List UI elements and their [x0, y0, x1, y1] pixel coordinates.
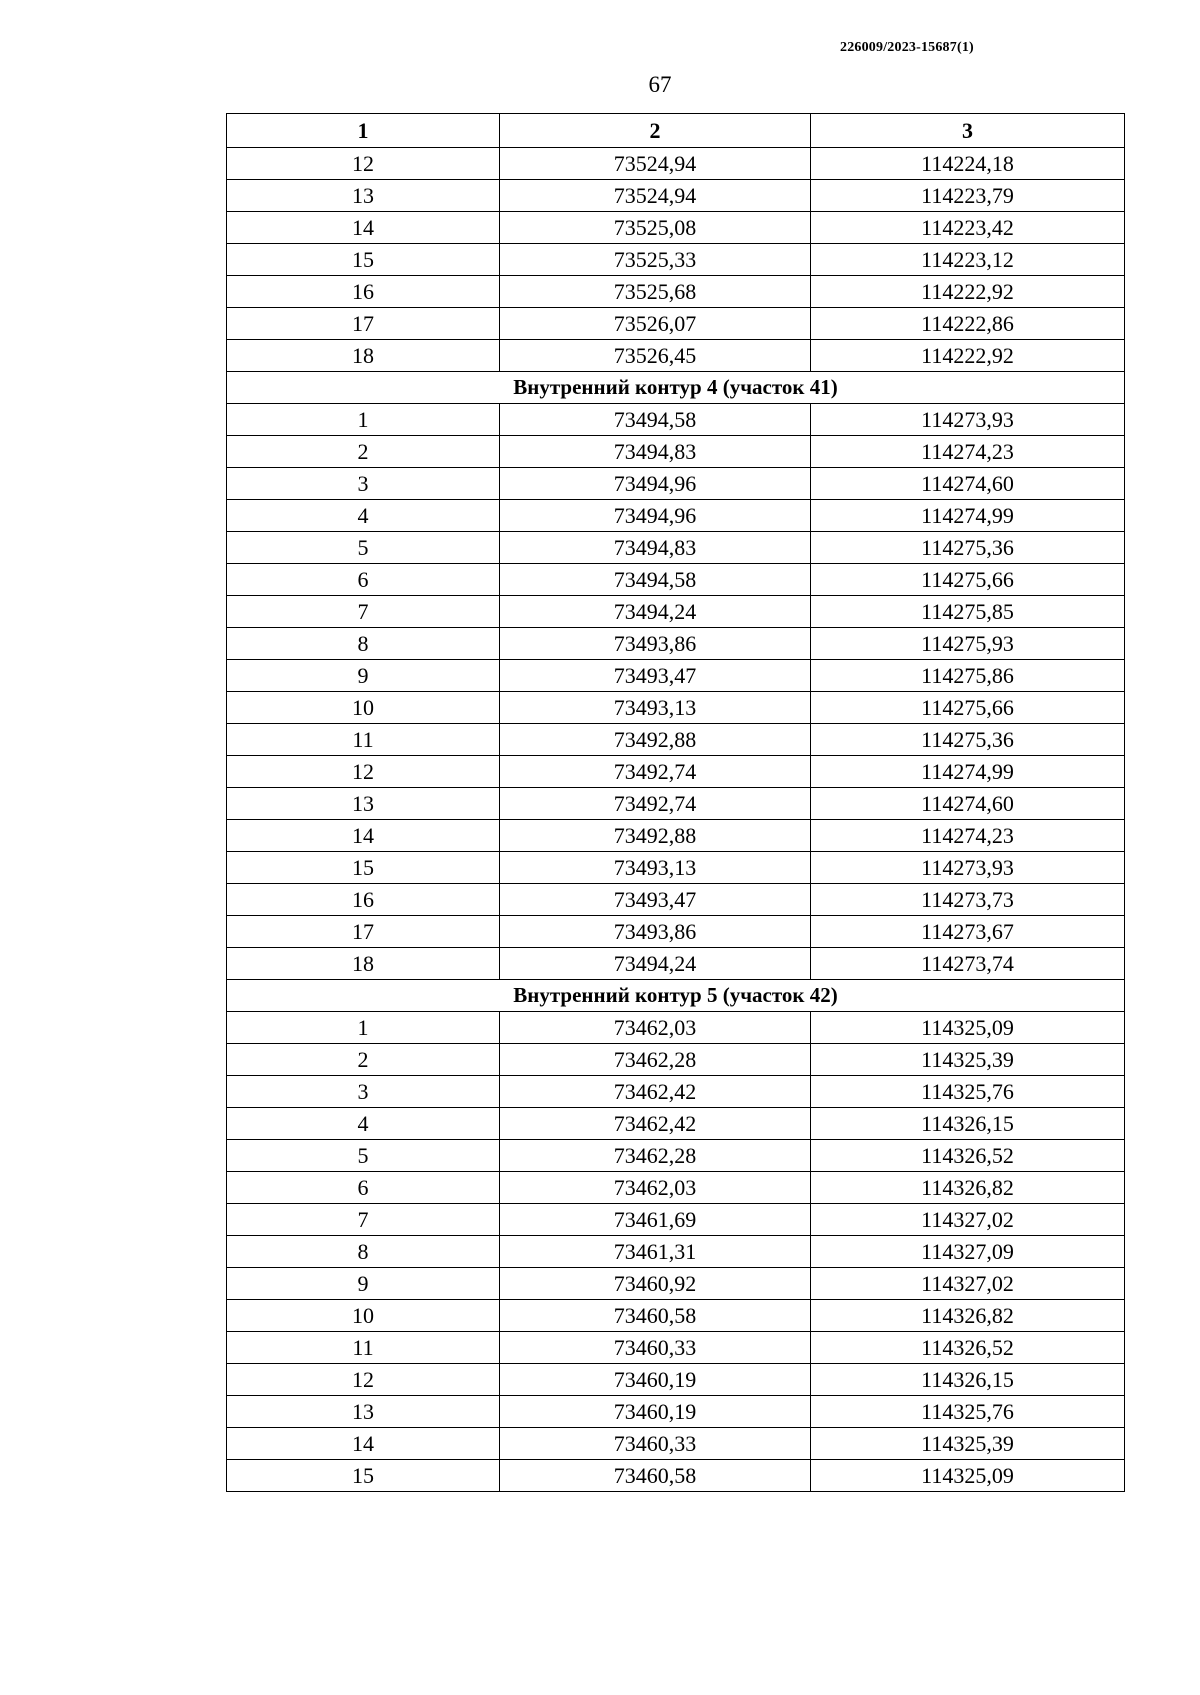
cell-coordinate-y: 114326,15 — [811, 1108, 1125, 1140]
section-header-row — [227, 372, 1125, 404]
cell-point-number: 14 — [227, 1428, 500, 1460]
cell-coordinate-x: 73526,07 — [500, 308, 811, 340]
table-header-row — [227, 114, 1125, 148]
cell-coordinate-x: 73461,31 — [500, 1236, 811, 1268]
column-header-x: 2 — [500, 114, 811, 148]
cell-coordinate-y: 114274,23 — [811, 820, 1125, 852]
cell-coordinate-x: 73460,19 — [500, 1396, 811, 1428]
table-row — [227, 308, 1125, 340]
table-row — [227, 1428, 1125, 1460]
cell-point-number: 9 — [227, 660, 500, 692]
cell-coordinate-x: 73526,45 — [500, 340, 811, 372]
cell-coordinate-y: 114222,86 — [811, 308, 1125, 340]
table-row — [227, 1236, 1125, 1268]
table-body — [227, 148, 1125, 1492]
cell-point-number: 15 — [227, 1460, 500, 1492]
cell-coordinate-x: 73460,92 — [500, 1268, 811, 1300]
page-number: 67 — [648, 72, 672, 97]
cell-point-number: 11 — [227, 724, 500, 756]
cell-point-number: 3 — [227, 468, 500, 500]
table-row — [227, 1364, 1125, 1396]
table-row — [227, 948, 1125, 980]
cell-point-number: 5 — [227, 532, 500, 564]
cell-point-number: 6 — [227, 564, 500, 596]
cell-coordinate-x: 73462,42 — [500, 1076, 811, 1108]
cell-point-number: 14 — [227, 820, 500, 852]
table-row — [227, 404, 1125, 436]
cell-coordinate-x: 73493,13 — [500, 852, 811, 884]
cell-coordinate-x: 73493,47 — [500, 884, 811, 916]
cell-coordinate-y: 114273,67 — [811, 916, 1125, 948]
table-row — [227, 1012, 1125, 1044]
cell-point-number: 10 — [227, 692, 500, 724]
cell-coordinate-y: 114223,12 — [811, 244, 1125, 276]
cell-coordinate-y: 114222,92 — [811, 276, 1125, 308]
cell-coordinate-x: 73492,74 — [500, 788, 811, 820]
section-title: Внутренний контур 5 (участок 42) — [227, 980, 1125, 1012]
cell-point-number: 15 — [227, 852, 500, 884]
table-row — [227, 628, 1125, 660]
cell-coordinate-y: 114325,76 — [811, 1076, 1125, 1108]
table-row — [227, 244, 1125, 276]
cell-point-number: 12 — [227, 756, 500, 788]
section-header-row — [227, 980, 1125, 1012]
cell-coordinate-y: 114274,99 — [811, 756, 1125, 788]
cell-coordinate-y: 114326,15 — [811, 1364, 1125, 1396]
cell-coordinate-y: 114325,09 — [811, 1460, 1125, 1492]
cell-coordinate-x: 73494,83 — [500, 436, 811, 468]
document-id: 226009/2023-15687(1) — [840, 40, 974, 55]
table-row — [227, 820, 1125, 852]
cell-point-number: 7 — [227, 596, 500, 628]
cell-coordinate-x: 73494,83 — [500, 532, 811, 564]
cell-coordinate-y: 114326,82 — [811, 1172, 1125, 1204]
cell-coordinate-x: 73492,88 — [500, 820, 811, 852]
table-row — [227, 212, 1125, 244]
cell-point-number: 9 — [227, 1268, 500, 1300]
cell-point-number: 11 — [227, 1332, 500, 1364]
cell-coordinate-y: 114327,09 — [811, 1236, 1125, 1268]
cell-coordinate-x: 73460,19 — [500, 1364, 811, 1396]
table-row — [227, 1268, 1125, 1300]
table-row — [227, 660, 1125, 692]
cell-coordinate-x: 73524,94 — [500, 180, 811, 212]
table-row — [227, 788, 1125, 820]
cell-coordinate-y: 114325,09 — [811, 1012, 1125, 1044]
cell-coordinate-x: 73460,58 — [500, 1300, 811, 1332]
cell-coordinate-x: 73462,03 — [500, 1012, 811, 1044]
cell-coordinate-x: 73462,42 — [500, 1108, 811, 1140]
cell-coordinate-y: 114325,76 — [811, 1396, 1125, 1428]
table-row — [227, 532, 1125, 564]
table-row — [227, 180, 1125, 212]
cell-coordinate-x: 73524,94 — [500, 148, 811, 180]
table-row — [227, 436, 1125, 468]
table-row — [227, 1460, 1125, 1492]
table-row — [227, 852, 1125, 884]
column-header-number: 1 — [227, 114, 500, 148]
table-row — [227, 1140, 1125, 1172]
cell-coordinate-y: 114275,85 — [811, 596, 1125, 628]
cell-coordinate-x: 73461,69 — [500, 1204, 811, 1236]
cell-coordinate-x: 73494,58 — [500, 564, 811, 596]
table-row — [227, 276, 1125, 308]
cell-point-number: 12 — [227, 1364, 500, 1396]
cell-point-number: 14 — [227, 212, 500, 244]
cell-point-number: 16 — [227, 884, 500, 916]
cell-point-number: 1 — [227, 404, 500, 436]
table-row — [227, 1076, 1125, 1108]
cell-point-number: 1 — [227, 1012, 500, 1044]
table-row — [227, 500, 1125, 532]
cell-coordinate-x: 73460,58 — [500, 1460, 811, 1492]
table-row — [227, 916, 1125, 948]
cell-point-number: 8 — [227, 628, 500, 660]
cell-coordinate-y: 114275,93 — [811, 628, 1125, 660]
cell-coordinate-y: 114273,74 — [811, 948, 1125, 980]
cell-coordinate-x: 73460,33 — [500, 1332, 811, 1364]
cell-point-number: 2 — [227, 1044, 500, 1076]
cell-coordinate-y: 114274,99 — [811, 500, 1125, 532]
cell-point-number: 7 — [227, 1204, 500, 1236]
table-row — [227, 756, 1125, 788]
table-row — [227, 1044, 1125, 1076]
cell-coordinate-y: 114275,36 — [811, 724, 1125, 756]
cell-coordinate-x: 73494,58 — [500, 404, 811, 436]
cell-coordinate-x: 73493,13 — [500, 692, 811, 724]
cell-coordinate-y: 114223,79 — [811, 180, 1125, 212]
table-row — [227, 1172, 1125, 1204]
cell-coordinate-y: 114273,93 — [811, 404, 1125, 436]
table-row — [227, 468, 1125, 500]
table-row — [227, 1300, 1125, 1332]
cell-coordinate-y: 114273,73 — [811, 884, 1125, 916]
cell-coordinate-y: 114274,60 — [811, 468, 1125, 500]
cell-point-number: 4 — [227, 500, 500, 532]
cell-coordinate-y: 114274,23 — [811, 436, 1125, 468]
cell-coordinate-x: 73462,28 — [500, 1044, 811, 1076]
cell-coordinate-y: 114327,02 — [811, 1268, 1125, 1300]
table-row — [227, 884, 1125, 916]
cell-point-number: 13 — [227, 1396, 500, 1428]
cell-coordinate-y: 114275,66 — [811, 564, 1125, 596]
cell-point-number: 12 — [227, 148, 500, 180]
cell-coordinate-y: 114275,36 — [811, 532, 1125, 564]
cell-coordinate-x: 73462,03 — [500, 1172, 811, 1204]
cell-coordinate-x: 73462,28 — [500, 1140, 811, 1172]
cell-coordinate-y: 114224,18 — [811, 148, 1125, 180]
cell-point-number: 15 — [227, 244, 500, 276]
cell-coordinate-x: 73493,86 — [500, 916, 811, 948]
cell-coordinate-x: 73494,96 — [500, 500, 811, 532]
cell-coordinate-x: 73460,33 — [500, 1428, 811, 1460]
table-row — [227, 564, 1125, 596]
cell-point-number: 18 — [227, 948, 500, 980]
cell-coordinate-y: 114273,93 — [811, 852, 1125, 884]
cell-point-number: 3 — [227, 1076, 500, 1108]
cell-point-number: 17 — [227, 916, 500, 948]
cell-coordinate-x: 73525,68 — [500, 276, 811, 308]
cell-coordinate-y: 114275,66 — [811, 692, 1125, 724]
table-row — [227, 1204, 1125, 1236]
cell-coordinate-x: 73492,88 — [500, 724, 811, 756]
cell-point-number: 13 — [227, 788, 500, 820]
cell-coordinate-y: 114325,39 — [811, 1428, 1125, 1460]
table-row — [227, 596, 1125, 628]
cell-coordinate-x: 73494,96 — [500, 468, 811, 500]
cell-coordinate-y: 114274,60 — [811, 788, 1125, 820]
table-row — [227, 148, 1125, 180]
cell-coordinate-y: 114326,82 — [811, 1300, 1125, 1332]
cell-point-number: 8 — [227, 1236, 500, 1268]
cell-point-number: 17 — [227, 308, 500, 340]
table-row — [227, 1396, 1125, 1428]
coordinates-table — [226, 113, 1125, 1492]
cell-point-number: 13 — [227, 180, 500, 212]
cell-coordinate-x: 73492,74 — [500, 756, 811, 788]
cell-coordinate-x: 73493,86 — [500, 628, 811, 660]
cell-point-number: 10 — [227, 1300, 500, 1332]
cell-point-number: 4 — [227, 1108, 500, 1140]
cell-coordinate-y: 114326,52 — [811, 1332, 1125, 1364]
table-row — [227, 692, 1125, 724]
cell-coordinate-x: 73493,47 — [500, 660, 811, 692]
cell-coordinate-y: 114326,52 — [811, 1140, 1125, 1172]
cell-coordinate-x: 73525,08 — [500, 212, 811, 244]
cell-coordinate-x: 73494,24 — [500, 948, 811, 980]
cell-coordinate-y: 114222,92 — [811, 340, 1125, 372]
table-row — [227, 1108, 1125, 1140]
table-row — [227, 724, 1125, 756]
table-row — [227, 340, 1125, 372]
table-row — [227, 1332, 1125, 1364]
cell-coordinate-y: 114275,86 — [811, 660, 1125, 692]
cell-point-number: 6 — [227, 1172, 500, 1204]
cell-coordinate-x: 73494,24 — [500, 596, 811, 628]
column-header-y: 3 — [811, 114, 1125, 148]
cell-point-number: 18 — [227, 340, 500, 372]
cell-coordinate-y: 114327,02 — [811, 1204, 1125, 1236]
cell-point-number: 5 — [227, 1140, 500, 1172]
cell-coordinate-x: 73525,33 — [500, 244, 811, 276]
cell-point-number: 2 — [227, 436, 500, 468]
section-title: Внутренний контур 4 (участок 41) — [227, 372, 1125, 404]
cell-coordinate-y: 114325,39 — [811, 1044, 1125, 1076]
cell-coordinate-y: 114223,42 — [811, 212, 1125, 244]
cell-point-number: 16 — [227, 276, 500, 308]
